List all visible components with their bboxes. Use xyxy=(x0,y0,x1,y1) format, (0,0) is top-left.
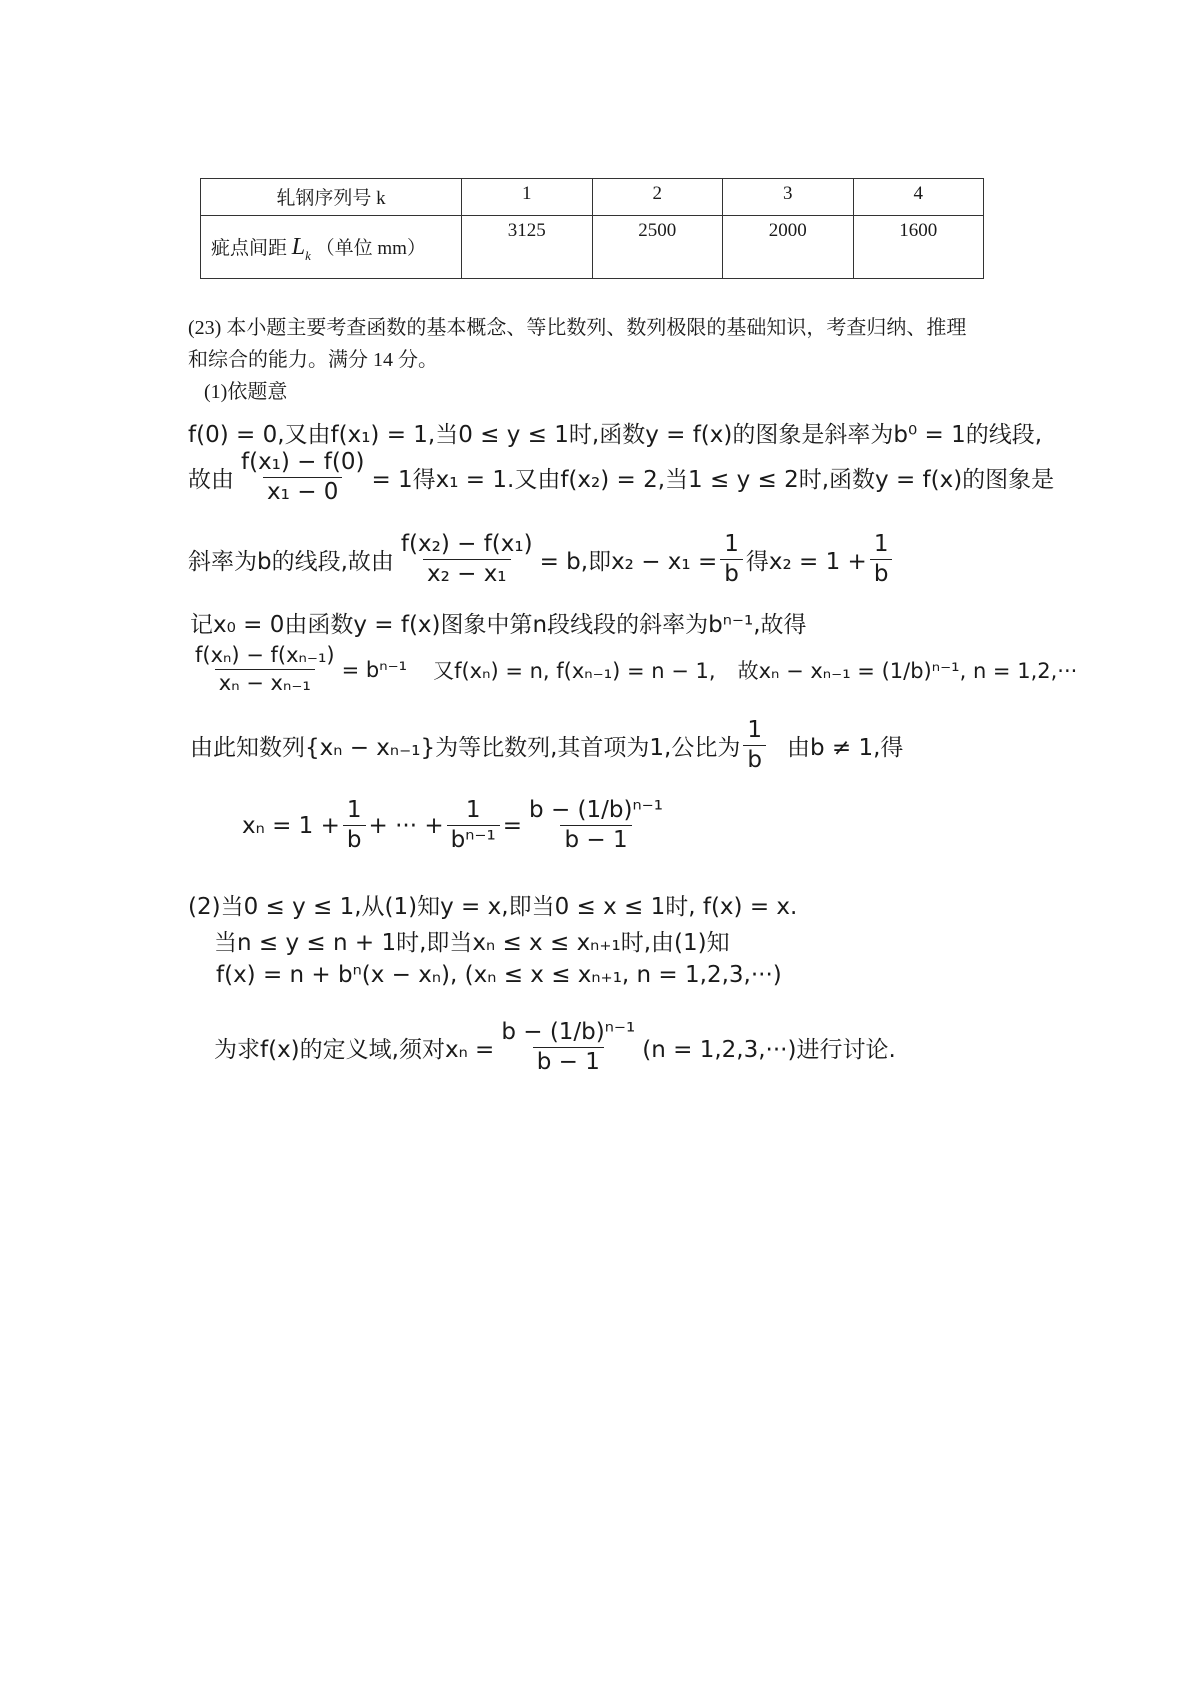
fraction: $\frac{1}{\text{bⁿ⁻¹}}$ xyxy=(447,798,500,854)
row-symbol: $L_k$ xyxy=(291,234,311,263)
math-line-1: f(0) = 0,又由f(x₁) = 1,当0 ≤ y ≤ 1时,函数y = f(x)的图象是斜率为b⁰ = 1的线段, xyxy=(188,422,1043,448)
fraction: $\frac{\text{f(x₁) − f(0)}}{\text{x₁ − 0}}$ xyxy=(241,449,365,506)
fraction: $\frac{\text{f(xₙ) − f(xₙ₋₁)}}{\text{xₙ − xₙ₋₁}}$ xyxy=(195,643,335,696)
table-header-cell: 轧钢序列号 k xyxy=(201,179,462,216)
fraction: 1 b xyxy=(743,718,766,774)
table-header-cell: 2 xyxy=(592,179,723,216)
math-line-4: 记x₀ = 0由函数y = f(x)图象中第n段线段的斜率为bⁿ⁻¹,故得 xyxy=(190,612,807,638)
table-cell: 3125 xyxy=(462,216,593,279)
math-line-2: 故由 $\frac{\text{f(x₁) − f(0)}}{\text{x₁ − 0}}$ = 1得x₁ = 1.又由f(x₂) = 2,当1 ≤ y ≤ 2时,函数y = f(x)的图象是 xyxy=(188,449,1055,506)
fraction: $\frac{1}{b}$ xyxy=(720,532,743,588)
fraction: $\frac{\text{b − (1/b)ⁿ⁻¹}}{b - 1}$ xyxy=(501,1019,636,1076)
part2-line-1: (2)当0 ≤ y ≤ 1,从(1)知y = x,即当0 ≤ x ≤ 1时, f(x) = x. xyxy=(188,894,798,920)
row-label: 疵点间距 xyxy=(211,238,288,259)
row-unit: （单位 mm） xyxy=(315,238,426,259)
math-line-3: 斜率为b的线段,故由 $\frac{\text{f(x₂) − f(x₁)}}{\text{x₂ − x₁}}$ = b,即x₂ − x₁ = $\frac{1}{b}$ 得x₂ = 1 + $\frac{1}{b}$ xyxy=(188,532,895,588)
spacing-table xyxy=(200,178,984,279)
row-label-cell xyxy=(201,216,462,279)
fraction: $\frac{1}{b}$ xyxy=(870,532,893,588)
part1-label: (1)依题意 xyxy=(204,381,288,403)
math-line-7: xₙ = 1 + $\frac{1}{b}$ + ··· + $\frac{1}{\text{bⁿ⁻¹}}$ = $\frac{\text{b − (1/b)ⁿ⁻¹}}{b - 1}$ xyxy=(242,798,670,854)
table-header-row xyxy=(201,179,984,216)
table-cell: 1600 xyxy=(853,216,984,279)
solution-intro: (23) 本小题主要考查函数的基本概念、等比数列、数列极限的基础知识，考查归纳、推理和综合的能力。满分 14 分。 xyxy=(188,317,967,371)
fraction: $\frac{\text{b − (1/b)ⁿ⁻¹}}{b - 1}$ xyxy=(529,797,663,854)
fraction: $\frac{1}{b}$ xyxy=(343,798,366,854)
part2-line-4: 为求f(x)的定义域,须对xₙ = $\frac{\text{b − (1/b)ⁿ⁻¹}}{b - 1}$ (n = 1,2,3,···)进行讨论. xyxy=(214,1019,896,1076)
math-line-5: $\frac{\text{f(xₙ) − f(xₙ₋₁)}}{\text{xₙ − xₙ₋₁}}$ = bⁿ⁻¹ 又f(xₙ) = n, f(xₙ₋₁) = n − 1, 故xₙ − xₙ₋₁ = (1/b)ⁿ⁻¹, n = 1,2,··· xyxy=(188,644,1077,695)
table-header-cell: 1 xyxy=(462,179,593,216)
table-header-cell: 3 xyxy=(723,179,854,216)
table-header-cell: 4 xyxy=(853,179,984,216)
fraction: $\frac{\text{f(x₂) − f(x₁)}}{\text{x₂ − x₁}}$ xyxy=(400,531,533,588)
math-line-6: 由此知数列{xₙ − xₙ₋₁}为等比数列,其首项为1,公比为 1 b 由b ≠ 1,得 xyxy=(190,717,904,774)
table-cell: 2500 xyxy=(592,216,723,279)
part2-line-2: 当n ≤ y ≤ n + 1时,即当xₙ ≤ x ≤ xₙ₊₁时,由(1)知 xyxy=(214,930,730,956)
part2-line-3: f(x) = n + bⁿ(x − xₙ), (xₙ ≤ x ≤ xₙ₊₁, n = 1,2,3,···) xyxy=(216,962,782,988)
table-row xyxy=(201,216,984,279)
table-cell: 2000 xyxy=(723,216,854,279)
